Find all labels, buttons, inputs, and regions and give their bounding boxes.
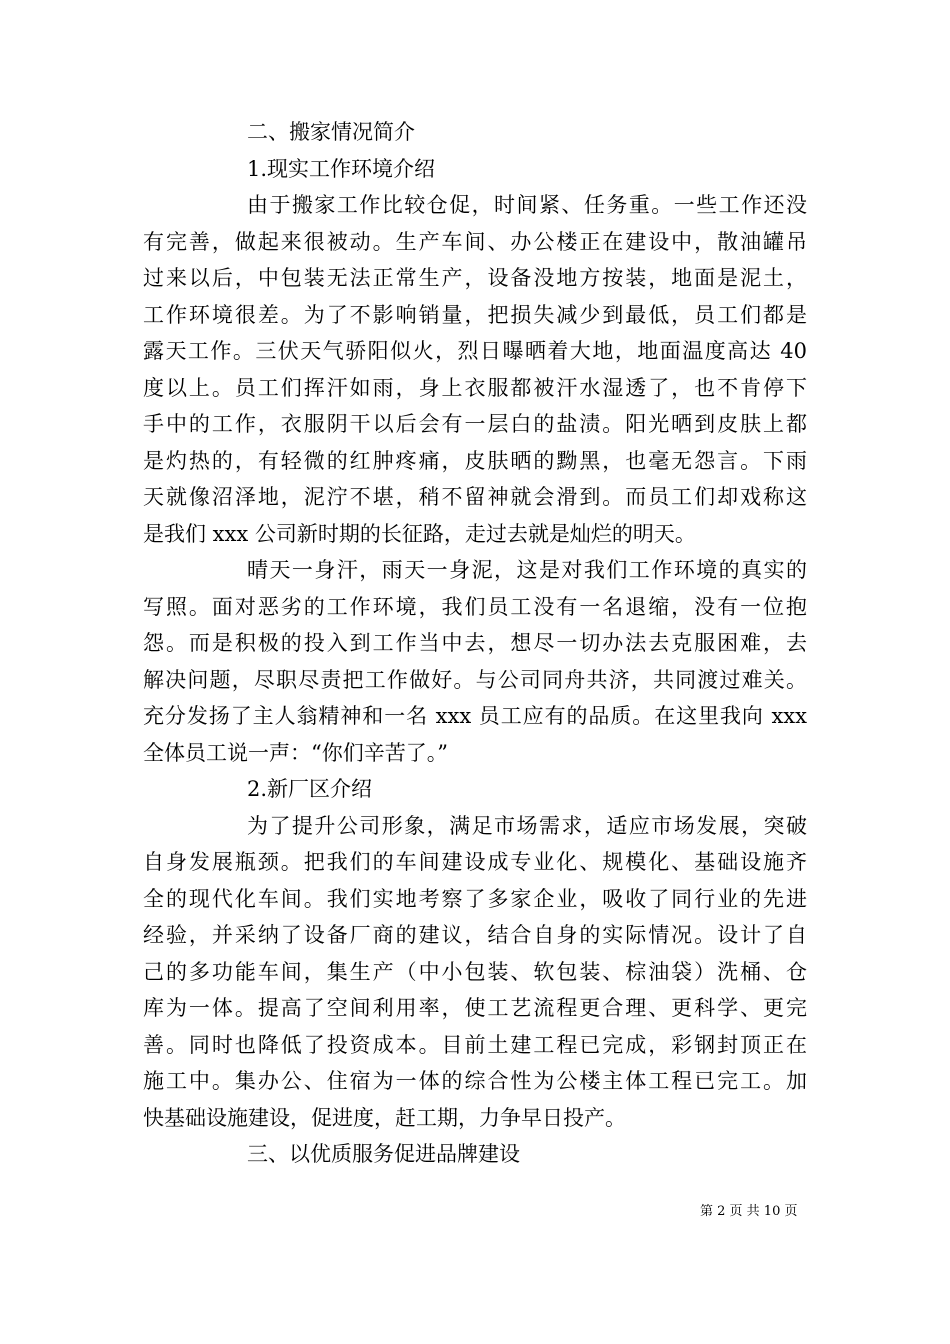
paragraph-line: 怨。而是积极的投入到工作当中去，想尽一切办法去克服困难，去 — [143, 631, 807, 655]
paragraph-line: 解决问题，尽职尽责把工作做好。与公司同舟共济，共同渡过难关。 — [143, 667, 807, 692]
paragraph-line: 工作环境很差。为了不影响销量，把损失减少到最低，员工们都是 — [143, 302, 807, 327]
paragraph-line: 手中的工作，衣服阴干以后会有一层白的盐渍。阳光晒到皮肤上都 — [143, 412, 807, 436]
paragraph-line: 由于搬家工作比较仓促，时间紧、任务重。一些工作还没 — [247, 193, 807, 217]
paragraph-line: 度以上。员工们挥汗如雨，身上衣服都被汗水湿透了，也不肯停下 — [143, 375, 807, 400]
paragraph-line: 过来以后，中包装无法正常生产，设备没地方按装，地面是泥土， — [143, 266, 807, 290]
paragraph-line: 自身发展瓶颈。把我们的车间建设成专业化、规模化、基础设施齐 — [143, 850, 807, 874]
document-body — [143, 114, 807, 1173]
paragraph-line: 露天工作。三伏天气骄阳似火，烈日曝晒着大地，地面温度高达 40 — [143, 339, 807, 363]
paragraph-line: 己的多功能车间，集生产（中小包装、软包装、棕油袋）洗桶、仓 — [143, 959, 807, 984]
paragraph-line: 晴天一身汗，雨天一身泥，这是对我们工作环境的真实的 — [247, 558, 807, 582]
page-number-footer: 第 2 页 共 10 页 — [700, 1204, 798, 1219]
paragraph-line: 快基础设施建设，促进度，赶工期，力争早日投产。 — [143, 1105, 626, 1130]
paragraph-line: 经验，并采纳了设备厂商的建议，结合自身的实际情况。设计了自 — [143, 923, 807, 947]
paragraph-line: 充分发扬了主人翁精神和一名 xxx 员工应有的品质。在这里我向 xxx — [143, 704, 807, 728]
subsection-heading-2: 2.新厂区介绍 — [247, 777, 373, 801]
paragraph-line: 是我们 xxx 公司新时期的长征路，走过去就是灿烂的明天。 — [143, 521, 696, 546]
subsection-heading-1: 1.现实工作环境介绍 — [247, 156, 436, 181]
paragraph-line: 为了提升公司形象，满足市场需求，适应市场发展，突破 — [247, 813, 807, 838]
section-heading-3: 三、以优质服务促进品牌建设 — [247, 1142, 520, 1166]
paragraph-line: 善。同时也降低了投资成本。目前土建工程已完成，彩钢封顶正在 — [143, 1032, 807, 1057]
section-heading-2: 二、搬家情况简介 — [247, 120, 415, 144]
paragraph-line: 是灼热的，有轻微的红肿疼痛，皮肤晒的黝黑，也毫无怨言。下雨 — [143, 448, 807, 473]
paragraph-line: 全体员工说一声：“你们辛苦了。” — [143, 740, 448, 765]
paragraph-line: 施工中。集办公、住宿为一体的综合性为公楼主体工程已完工。加 — [143, 1069, 807, 1093]
paragraph-line: 写照。面对恶劣的工作环境，我们员工没有一名退缩，没有一位抱 — [143, 594, 807, 619]
paragraph-line: 全的现代化车间。我们实地考察了多家企业，吸收了同行业的先进 — [143, 886, 807, 911]
paragraph-line: 库为一体。提高了空间利用率，使工艺流程更合理、更科学、更完 — [143, 996, 807, 1020]
paragraph-line: 天就像沼泽地，泥泞不堪，稍不留神就会滑到。而员工们却戏称这 — [143, 485, 807, 509]
paragraph-line: 有完善，做起来很被动。生产车间、办公楼正在建设中，散油罐吊 — [143, 229, 807, 254]
